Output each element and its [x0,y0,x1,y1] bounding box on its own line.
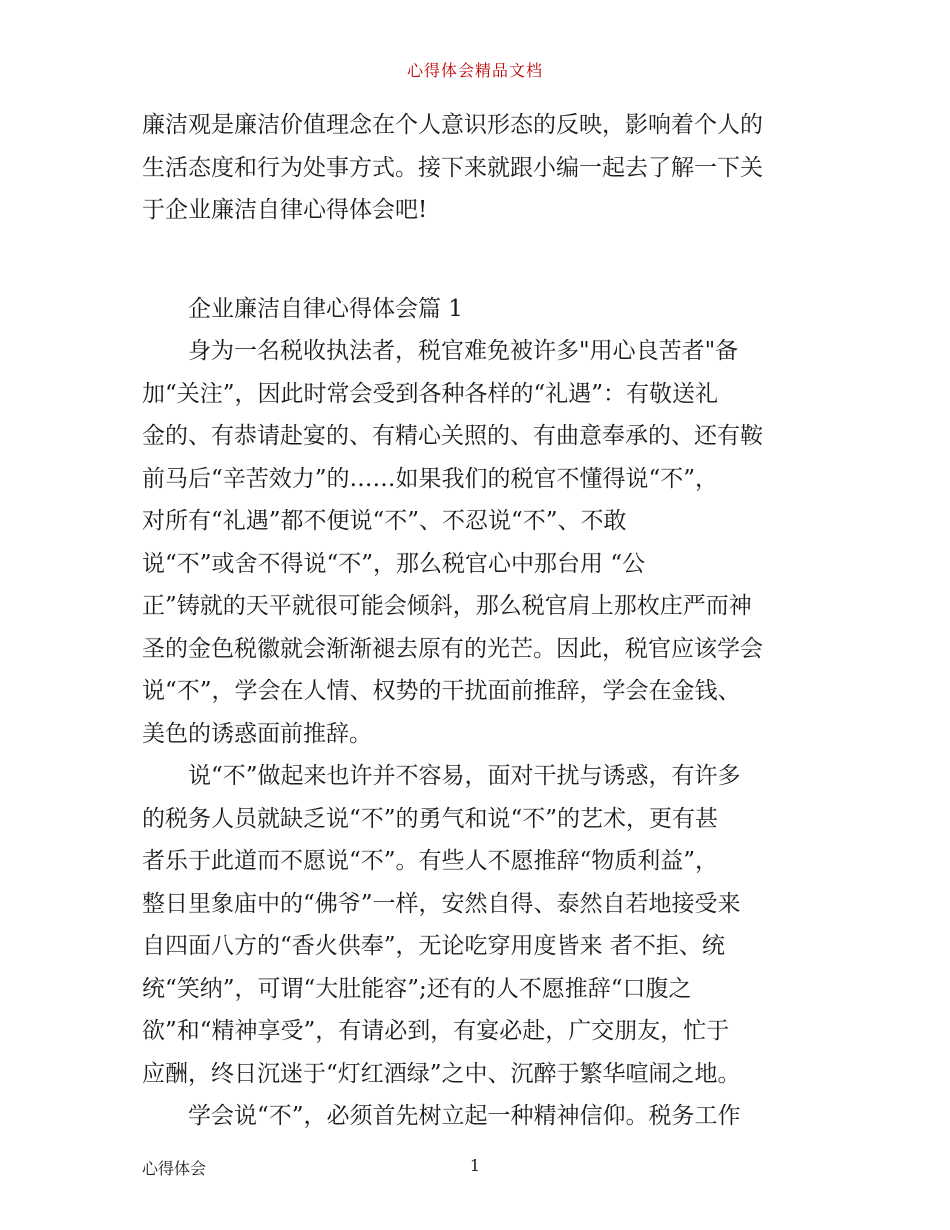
page-number: 1 [469,1156,481,1175]
text-line: 加“关注”，因此时常会受到各种各样的“礼遇”：有敬送礼 [142,380,719,407]
text-line: 整日里象庙中的“佛爷”一样，安然自得、泰然自若地接受来 [142,890,741,917]
text-line: 金的、有恭请赴宴的、有精心关照的、有曲意奉承的、还有鞍 [142,423,763,449]
text-line: 学会说“不”，必须首先树立起一种精神信仰。税务工作 [188,1103,741,1129]
paragraph-1 [142,330,814,755]
text-line: 自四面八方的“香火供奉”，无论吃穿用度皆来 者不拒、统 [142,933,725,959]
text-line: 正”铸就的天平就很可能会倾斜，那么税官肩上那枚庄严而神 [142,593,752,619]
document-body [142,104,814,1138]
text-line: 美色的诱惑面前推辞。 [142,720,372,747]
text-line: 前马后“辛苦效力”的……如果我们的税官不懂得说“不”， [142,465,719,492]
page-header: 心得体会精品文档 [406,61,543,80]
text-line: 说“不”，学会在人情、权势的干扰面前推辞，学会在金钱、 [142,678,741,704]
text-line: 对所有“礼遇”都不便说“不”、不忍说“不”、不敢 [142,508,627,534]
text-line: 说“不”做起来也许并不容易，面对干扰与诱惑，有许多 [188,763,741,789]
text-line: 统“笑纳”，可谓“大肚能容”;还有的人不愿推辞“口腹之 [142,975,692,1002]
paragraph-3 [142,1095,814,1138]
text-line: 者乐于此道而不愿说“不”。有些人不愿推辞“物质利益”， [142,848,719,874]
text-line: 欲”和“精神享受”，有请必到，有宴必赴，广交朋友，忙于 [142,1018,730,1044]
text-line: 身为一名税收执法者，税官难免被许多"用心良苦者"备 [188,338,739,364]
section-heading: 企业廉洁自律心得体会篇 1 [188,295,463,322]
text-line: 圣的金色税徽就会渐渐褪去原有的光芒。因此，税官应该学会 [142,635,763,662]
footer-label: 心得体会 [142,1159,207,1178]
text-line: 说“不”或舍不得说“不”，那么税官心中那台用 “公 [142,550,646,577]
text-line: 的税务人员就缺乏说“不”的勇气和说“不”的艺术，更有甚 [142,805,719,832]
intro-paragraph [142,104,814,232]
paragraph-2 [142,755,814,1095]
text-line: 于企业廉洁自律心得体会吧! [142,197,428,223]
paragraph-spacer [142,232,814,288]
text-line: 廉洁观是廉洁价值理念在个人意识形态的反映，影响着个人的 [142,112,763,138]
text-line: 生活态度和行为处事方式。接下来就跟小编一起去了解一下关 [142,154,763,181]
text-line: 应酬，终日沉迷于“灯红酒绿”之中、沉醉于繁华喧闹之地。 [142,1060,741,1087]
